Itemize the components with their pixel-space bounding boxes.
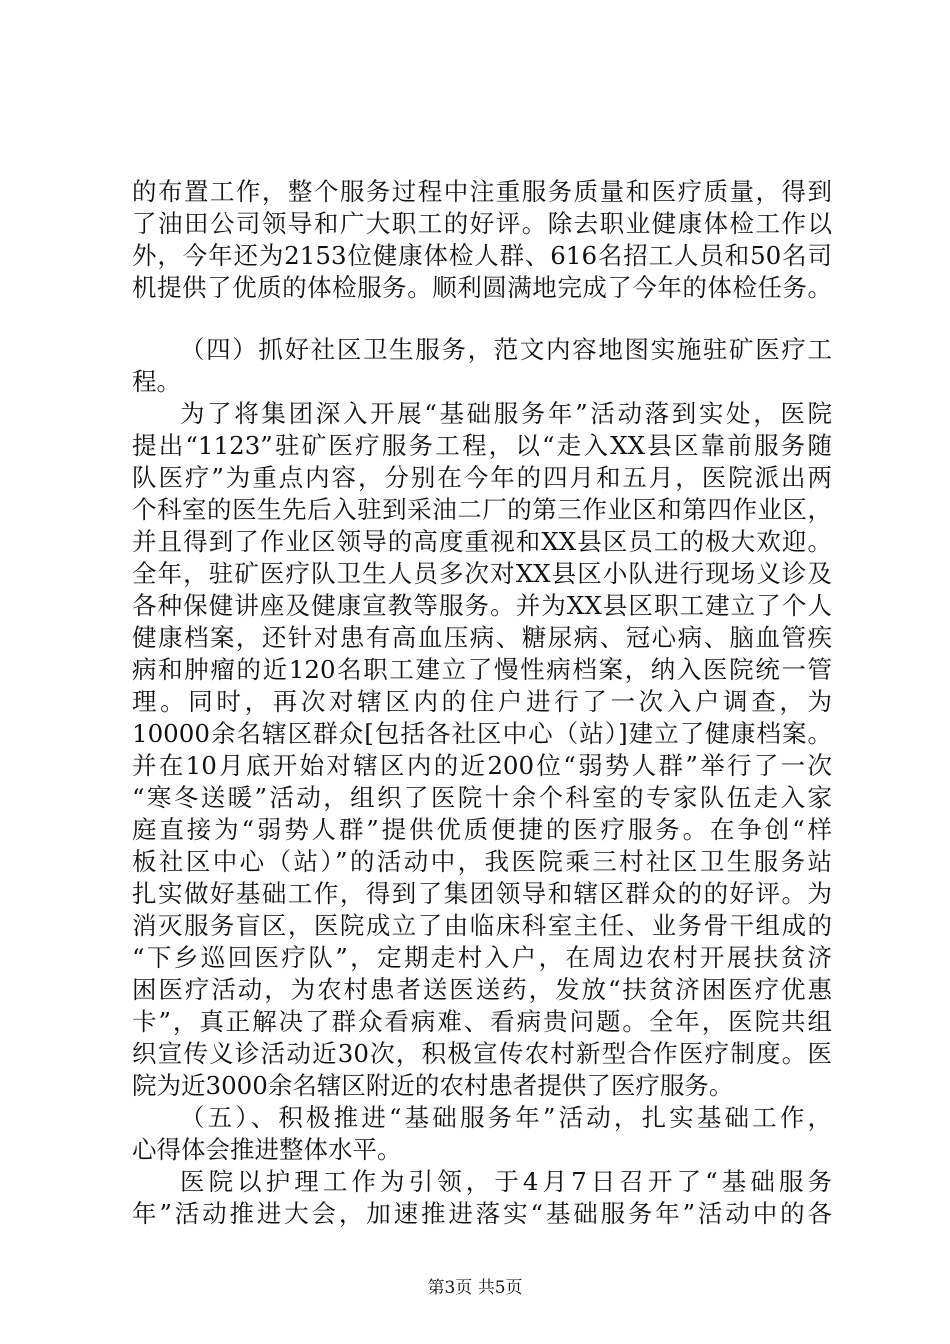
section-heading-line: （五）、积极推进“基础服务年”活动，扎实基础工作， <box>180 1103 832 1132</box>
body-text-line: 机提供了优质的体检服务。顺利圆满地完成了今年的体检任务。 <box>132 273 832 302</box>
page-footer: 第3页 共5页 <box>427 1278 523 1298</box>
body-text-line: 医院以护理工作为引领，于4月7日召开了“基础服务 <box>180 1167 832 1196</box>
body-text-line: 消灭服务盲区，医院成立了由临床科室主任、业务骨干组成的 <box>132 911 832 940</box>
body-text-line: 的布置工作，整个服务过程中注重服务质量和医疗质量，得到 <box>132 177 832 206</box>
body-text-line: 扎实做好基础工作，得到了集团领导和辖区群众的的好评。为 <box>132 879 832 908</box>
body-text-line: 病和肿瘤的近120名职工建立了慢性病档案，纳入医院统一管 <box>132 655 832 684</box>
body-text-line: 年”活动推进大会，加速推进落实“基础服务年”活动中的各 <box>132 1199 832 1228</box>
body-text-line: 全年，驻矿医疗队卫生人员多次对XX县区小队进行现场义诊及 <box>132 559 832 588</box>
body-text-line: 理。同时，再次对辖区内的住户进行了一次入户调查，为 <box>132 687 832 716</box>
body-text-line: “寒冬送暖”活动，组织了医院十余个科室的专家队伍走入家 <box>132 783 832 812</box>
body-text-line: 了油田公司领导和广大职工的好评。除去职业健康体检工作以 <box>132 209 832 238</box>
body-text-line: 队医疗”为重点内容，分别在今年的四月和五月，医院派出两 <box>132 463 832 492</box>
body-text-line: 10000余名辖区群众[包括各社区中心（站）]建立了健康档案。 <box>132 719 832 748</box>
body-text-line: 庭直接为“弱势人群”提供优质便捷的医疗服务。在争创“样 <box>132 815 832 844</box>
body-text-line: 卡”，真正解决了群众看病难、看病贵问题。全年，医院共组 <box>132 1007 832 1036</box>
body-text-line: 个科室的医生先后入驻到采油二厂的第三作业区和第四作业区， <box>132 495 832 524</box>
body-text-line: 各种保健讲座及健康宣教等服务。并为XX县区职工建立了个人 <box>132 591 832 620</box>
body-text-line: 困医疗活动，为农村患者送医送药，发放“扶贫济困医疗优惠 <box>132 975 832 1004</box>
section-heading-line: 程。 <box>132 367 181 396</box>
body-text-line: 并且得到了作业区领导的高度重视和XX县区员工的极大欢迎。 <box>132 527 832 556</box>
body-text-line: 提出“1123”驻矿医疗服务工程，以“走入XX县区靠前服务随 <box>132 431 832 460</box>
section-heading-line: 心得体会推进整体水平。 <box>132 1135 402 1164</box>
body-text-line: 外，今年还为2153位健康体检人群、616名招工人员和50名司 <box>132 241 832 270</box>
body-text-line: 织宣传义诊活动近30次，积极宣传农村新型合作医疗制度。医 <box>132 1039 832 1068</box>
body-text-line: 板社区中心（站）”的活动中，我医院乘三村社区卫生服务站 <box>132 847 832 876</box>
body-text-line: 并在10月底开始对辖区内的近200位“弱势人群”举行了一次 <box>132 751 832 780</box>
body-text-line: 健康档案，还针对患有高血压病、糖尿病、冠心病、脑血管疾 <box>132 623 832 652</box>
body-text-line: 院为近3000余名辖区附近的农村患者提供了医疗服务。 <box>132 1071 734 1100</box>
section-heading-line: （四）抓好社区卫生服务，范文内容地图实施驻矿医疗工 <box>180 335 832 364</box>
body-text-line: 为了将集团深入开展“基础服务年”活动落到实处，医院 <box>180 399 832 428</box>
body-text-line: “下乡巡回医疗队”，定期走村入户，在周边农村开展扶贫济 <box>132 943 832 972</box>
